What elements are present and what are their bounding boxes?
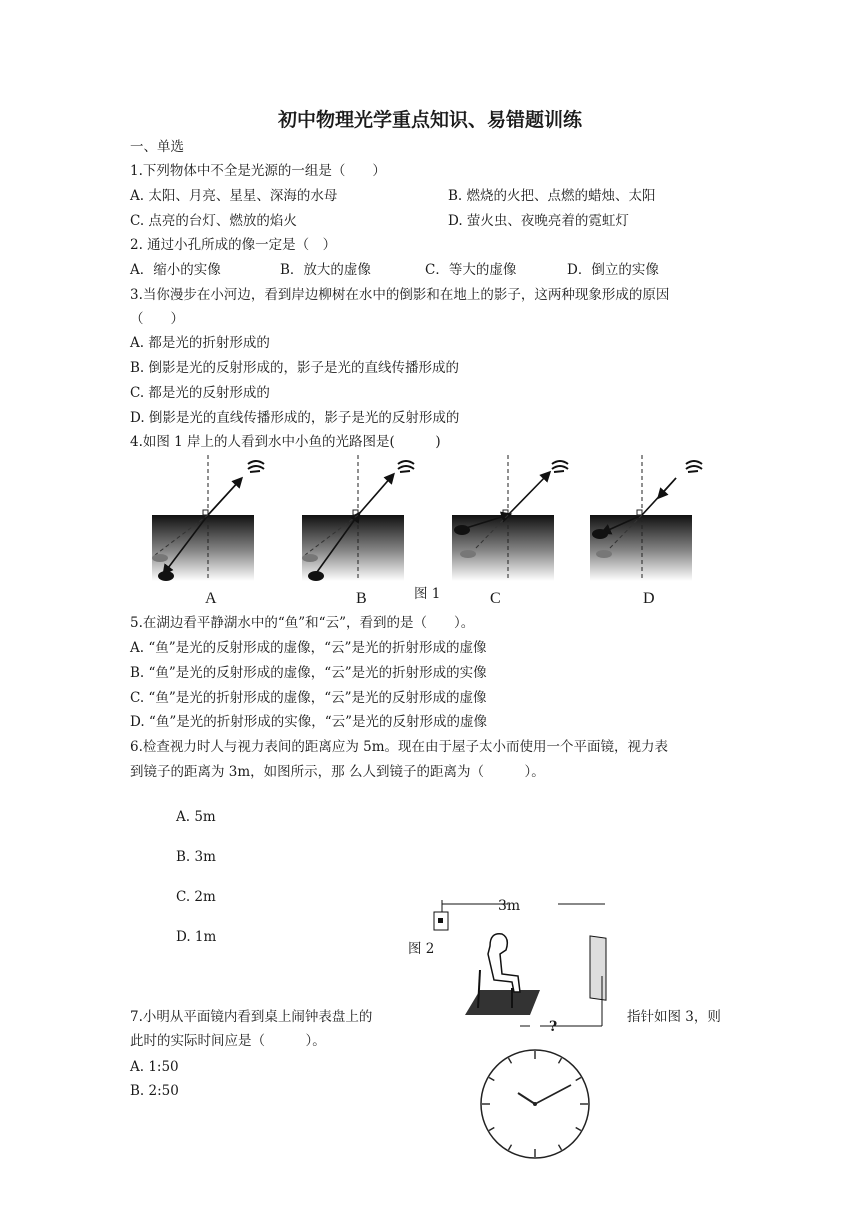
panel-c [452, 455, 568, 581]
q6-stem-cont: 到镜子的距离为 3m，如图所示，那 么人到镜子的距离为（ ）。 [130, 764, 545, 780]
q3-stem: 3.当你漫步在小河边，看到岸边柳树在水中的倒影和在地上的影子，这两种现象形成的原因 [130, 287, 670, 303]
clock-face-figure-3 [476, 1045, 596, 1165]
q1-stem: 1.下列物体中不全是光源的一组是（ ） [130, 163, 386, 179]
panel-a [152, 455, 264, 581]
q6-option-b: B. 3m [176, 849, 216, 865]
q3-option-a: A. 都是光的折射形成的 [130, 335, 270, 351]
q4-stem: 4.如图 1 岸上的人看到水中小鱼的光路图是( ) [130, 434, 441, 450]
figure-1-label-c: C [490, 590, 501, 607]
q2-stem: 2. 通过小孔所成的像一定是（ ） [130, 237, 337, 253]
figure-1-label-d: D [643, 590, 655, 607]
figure-2-distance-label: 3m [498, 898, 521, 914]
q5-stem: 5.在湖边看平静湖水中的“鱼”和“云”，看到的是（ ）。 [130, 615, 475, 631]
q6-option-c: C. 2m [176, 889, 216, 905]
figure-1-caption: 图 1 [414, 586, 441, 602]
q1-option-d: D. 萤火虫、夜晚亮着的霓虹灯 [448, 213, 629, 229]
q2-option-c: C．等大的虚像 [425, 262, 517, 278]
q7-stem-cont: 此时的实际时间应是（ ）。 [130, 1033, 326, 1049]
q5-option-c: C. “鱼”是光的折射形成的虚像，“云”是光的反射形成的虚像 [130, 690, 487, 706]
q7-option-a: A. 1:50 [130, 1059, 179, 1075]
q5-option-a: A. “鱼”是光的反射形成的虚像，“云”是光的折射形成的虚像 [130, 640, 487, 656]
q7-stem: 7.小明从平面镜内看到桌上闹钟表盘上的 [130, 1009, 373, 1025]
q1-option-b: B. 燃烧的火把、点燃的蜡烛、太阳 [448, 188, 656, 204]
figure-1-label-b: B [356, 590, 367, 607]
figure-2-unknown-label: ? [549, 1019, 558, 1035]
q3-option-b: B. 倒影是光的反射形成的，影子是光的直线传播形成的 [130, 360, 460, 376]
section-heading: 一、单选 [130, 139, 184, 155]
q2-option-a: A．缩小的实像 [130, 262, 221, 278]
figure-2-eye-test [420, 890, 640, 1030]
q3-option-c: C. 都是光的反射形成的 [130, 385, 270, 401]
q5-option-d: D. “鱼”是光的折射形成的实像，“云”是光的反射形成的虚像 [130, 714, 488, 730]
q2-option-b: B．放大的虚像 [280, 262, 371, 278]
q1-option-a: A. 太阳、月亮、星星、深海的水母 [130, 188, 338, 204]
q2-option-d: D．倒立的实像 [567, 262, 659, 278]
figure-1-label-a: A [205, 590, 217, 607]
page-title: 初中物理光学重点知识、易错题训练 [277, 109, 582, 131]
q7-option-b: B. 2:50 [130, 1083, 179, 1099]
q3-option-d: D. 倒影是光的直线传播形成的，影子是光的反射形成的 [130, 410, 460, 426]
q7-stem-end: 指针如图 3，则 [627, 1009, 721, 1025]
panel-d [590, 455, 702, 581]
q1-option-c: C. 点亮的台灯、燃放的焰火 [130, 213, 297, 229]
q6-stem: 6.检查视力时人与视力表间的距离应为 5m。现在由于屋子太小而使用一个平面镜，视力表 [130, 739, 669, 755]
q6-option-a: A. 5m [176, 809, 216, 825]
panel-b [302, 455, 414, 581]
figure-2-caption: 图 2 [408, 941, 435, 957]
q5-option-b: B. “鱼”是光的反射形成的虚像，“云”是光的折射形成的实像 [130, 665, 487, 681]
q6-option-d: D. 1m [176, 929, 217, 945]
q3-stem-paren: （ ） [130, 311, 184, 327]
